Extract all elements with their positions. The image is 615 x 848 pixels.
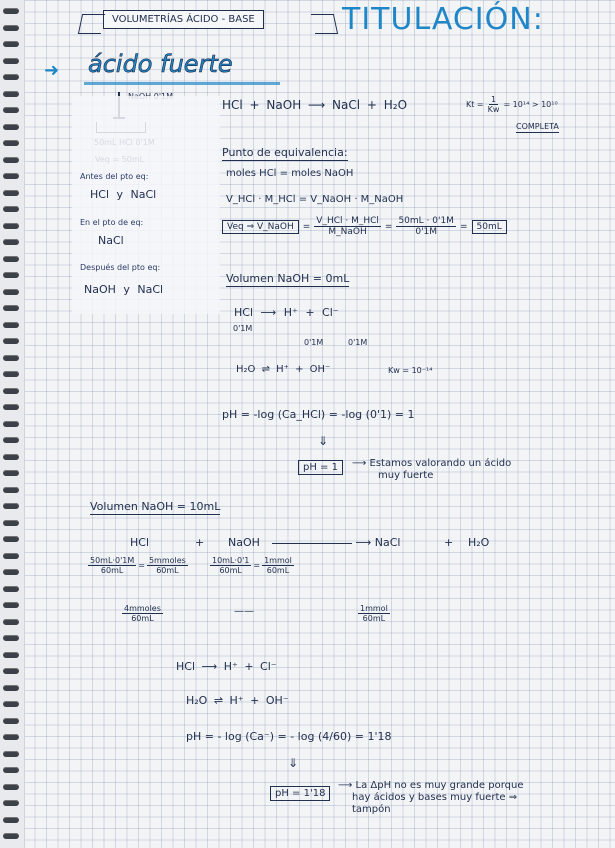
b-num: 5mmoles <box>148 556 186 565</box>
c-den: 60mL <box>219 566 242 575</box>
spiral-ring <box>3 520 19 526</box>
spiral-ring <box>3 371 19 377</box>
spiral-ring <box>3 718 19 724</box>
frac1-num: V_HCl · M_HCl <box>316 216 379 226</box>
page-title: TITULACIÓN: <box>342 2 544 37</box>
section1-note-line2: muy fuerte <box>378 470 434 481</box>
spiral-ring <box>3 784 19 790</box>
b-den: 60mL <box>156 566 179 575</box>
at-label: En el pto de eq: <box>80 218 144 227</box>
before-label: Antes del pto eq: <box>80 172 149 181</box>
section2-nacl: ⟶ NaCl <box>355 536 401 549</box>
spiral-ring <box>3 685 19 691</box>
spiral-ring <box>3 421 19 427</box>
spiral-ring <box>3 800 19 806</box>
equivalence-line3: Veq ⇒ V_NaOH = $\frac{\text{V\_HCl · M\_HCl}}{\text{M\_NaOH}}$ = $\frac{50mL \cdot 0'1M}{0'1M}$ = 50mL <box>222 216 507 237</box>
e-num: 4mmoles <box>124 604 161 613</box>
section2-naoh: NaOH <box>228 536 260 549</box>
section1-ph-calc: pH = -log (Ca_HCl) = -log (0'1) = 1 <box>222 408 415 421</box>
spiral-ring <box>3 206 19 212</box>
kt-expression <box>466 95 558 114</box>
spiral-ring <box>3 503 19 509</box>
spiral-ring <box>3 355 19 361</box>
spiral-ring <box>3 124 19 130</box>
section2-arrow-nacl <box>272 536 400 549</box>
section2-note-line3: tampón <box>352 804 391 815</box>
frac1-den: M_NaOH <box>328 227 367 237</box>
spiral-ring <box>3 668 19 674</box>
d-num: 1mmol <box>264 556 292 565</box>
at-species: NaCl <box>98 234 124 247</box>
section1-dissociation: HCl ⟶ H⁺ + Cl⁻ <box>234 306 339 319</box>
spiral-ring <box>3 536 19 542</box>
spiral-ring <box>3 239 19 245</box>
reaction-equation: HCl + NaOH ⟶ NaCl + H₂O <box>222 98 408 112</box>
spiral-ring <box>3 305 19 311</box>
frac2-num: 50mL · 0'1M <box>398 216 454 226</box>
after-label: Después del pto eq: <box>80 263 161 272</box>
d-den: 60mL <box>266 566 290 575</box>
equivalence-result: 50mL <box>472 220 507 234</box>
section1-heading: Volumen NaOH = 0mL <box>226 272 350 285</box>
section1-conc-cl: 0'1M <box>348 338 368 347</box>
spiral-ring <box>3 734 19 740</box>
section2-plus1: + <box>195 536 205 549</box>
spiral-ring <box>3 404 19 410</box>
spiral-ring <box>3 635 19 641</box>
spiral-ring <box>3 619 19 625</box>
f-num: 1mmol <box>360 604 388 613</box>
spiral-ring <box>3 190 19 196</box>
section-subtitle: ácido fuerte <box>88 50 233 78</box>
section2-note-line2: hay ácidos y bases muy fuerte ⇒ <box>352 792 518 803</box>
section2-dissociation: HCl ⟶ H⁺ + Cl⁻ <box>176 660 277 673</box>
section2-dash: —— <box>234 606 254 617</box>
section2-row2-left <box>122 604 163 623</box>
topic-label: VOLUMETRÍAS ÁCIDO - BASE <box>103 10 264 29</box>
reaction-arrow-line <box>272 543 352 544</box>
spiral-ring <box>3 652 19 658</box>
spiral-ring <box>3 701 19 707</box>
spiral-ring <box>3 553 19 559</box>
section1-conc-h: 0'1M <box>304 338 324 347</box>
kt-num: 1 <box>490 95 497 104</box>
c-num: 10mL·0'1 <box>212 556 250 565</box>
section1-note-line1: ⟶ Estamos valorando un ácido <box>352 458 512 469</box>
spiral-ring <box>3 767 19 773</box>
section2-note-line1: ⟶ La ΔpH no es muy grande porque <box>338 780 524 791</box>
section2-heading: Volumen NaOH = 10mL <box>90 500 221 513</box>
section1-water: H₂O ⇌ H⁺ + OH⁻ <box>236 364 331 375</box>
spiral-ring <box>3 817 19 823</box>
down-arrow-icon: ⇓ <box>318 434 329 448</box>
spiral-ring <box>3 437 19 443</box>
eq-sign: = <box>302 221 311 232</box>
section1-kw: Kw = 10⁻¹⁴ <box>388 366 433 375</box>
down-arrow-icon-2: ⇓ <box>288 756 299 770</box>
section2-row2-right <box>358 604 390 623</box>
spiral-ring <box>3 256 19 262</box>
e-den: 60mL <box>131 614 154 623</box>
spiral-ring <box>3 338 19 344</box>
section1-ph-result: pH = 1 <box>298 460 343 475</box>
spiral-ring <box>3 388 19 394</box>
section2-h2o: H₂O <box>468 536 490 549</box>
f-den: 60mL <box>362 614 386 623</box>
before-species: HCl y NaCl <box>90 188 157 201</box>
veq-box: Veq ⇒ V_NaOH <box>222 220 299 234</box>
spiral-ring <box>3 602 19 608</box>
a-den: 60mL <box>100 566 124 575</box>
arrow-bullet-icon: ➜ <box>44 60 60 81</box>
spiral-ring <box>3 58 19 64</box>
section2-plus2: + <box>444 536 454 549</box>
section2-water: H₂O ⇌ H⁺ + OH⁻ <box>186 694 289 707</box>
frac2-den: 0'1M <box>415 227 438 237</box>
spiral-ring <box>3 272 19 278</box>
spiral-ring <box>3 157 19 163</box>
equivalence-line2: V_HCl · M_HCl = V_NaOH · M_NaOH <box>226 194 404 205</box>
spiral-ring <box>3 470 19 476</box>
c-eq: = <box>253 561 261 570</box>
spiral-ring <box>3 322 19 328</box>
spiral-ring <box>3 74 19 80</box>
spiral-ring <box>3 751 19 757</box>
spiral-ring <box>3 454 19 460</box>
a-num: 50mL·0'1M <box>90 556 135 565</box>
spiral-ring <box>3 833 19 839</box>
subtitle-underline <box>84 82 280 85</box>
section2-row1-mid <box>210 556 294 575</box>
a-eq: = <box>138 561 145 570</box>
spiral-ring <box>3 140 19 146</box>
ribbon-decoration-right <box>311 14 338 34</box>
kt-prefix: Kt = <box>466 100 484 109</box>
spiral-ring <box>3 487 19 493</box>
section1-conc-left: 0'1M <box>233 324 253 333</box>
spiral-binding <box>0 0 25 848</box>
spiral-ring <box>3 25 19 31</box>
kt-rest: = 10¹⁴ > 10¹⁰ <box>503 100 558 109</box>
kt-den: Kw <box>487 105 500 114</box>
ribbon-decoration <box>78 14 105 34</box>
equivalence-heading: Punto de equivalencia: <box>222 146 348 159</box>
spiral-ring <box>3 586 19 592</box>
spiral-ring <box>3 569 19 575</box>
spiral-ring <box>3 107 19 113</box>
spiral-ring <box>3 173 19 179</box>
after-species: NaOH y NaCl <box>84 283 164 296</box>
spiral-ring <box>3 289 19 295</box>
completa-label: COMPLETA <box>516 122 559 131</box>
section2-ph-result: pH = 1'18 <box>270 786 330 801</box>
spiral-ring <box>3 223 19 229</box>
spiral-ring <box>3 91 19 97</box>
section2-row1-left <box>88 556 188 575</box>
spiral-ring <box>3 8 19 14</box>
sidebar-panel <box>72 96 220 314</box>
spiral-ring <box>3 41 19 47</box>
equivalence-line1: moles HCl = moles NaOH <box>226 168 354 179</box>
section2-ph-calc: pH = - log (Ca⁻) = - log (4/60) = 1'18 <box>186 730 392 743</box>
section2-hcl: HCl <box>130 536 150 549</box>
